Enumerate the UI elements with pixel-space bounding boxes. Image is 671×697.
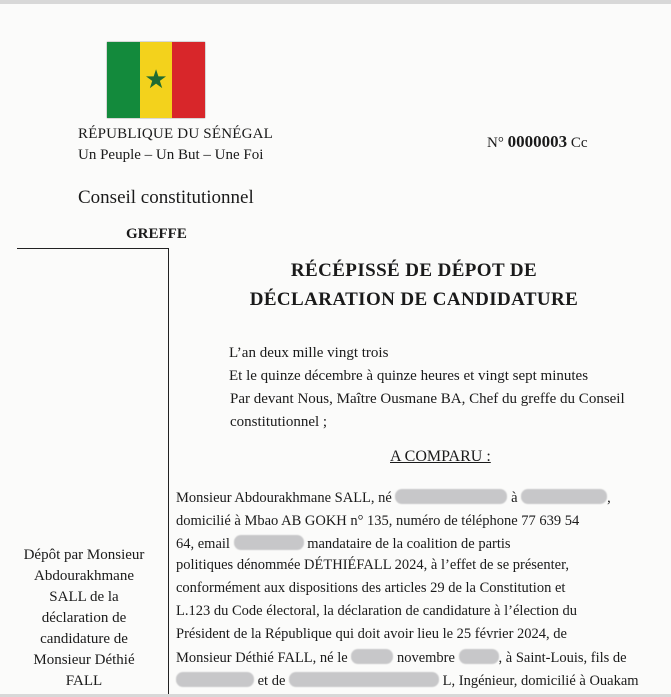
receipt-number xyxy=(487,132,588,152)
body-line-5: conformément aux dispositions des articles 29 de la Constitution et xyxy=(176,580,566,596)
redacted-birthyear xyxy=(459,649,499,664)
redacted-birthday xyxy=(351,649,393,664)
body-text: à xyxy=(511,490,518,506)
margin-note xyxy=(0,545,168,692)
margin-note-line: SALL de la xyxy=(49,589,119,605)
redacted-email xyxy=(234,535,304,550)
margin-note-line: candidature de xyxy=(40,631,128,647)
body-text: , xyxy=(607,490,611,506)
body-line-4: politiques dénommée DÉTHIÉFALL 2024, à l’effet de se présenter, xyxy=(176,557,569,573)
margin-note-line: Dépôt par Monsieur xyxy=(23,547,145,563)
body-text: novembre xyxy=(396,650,455,666)
council-name: Conseil constitutionnel xyxy=(78,187,254,208)
flag-band-green xyxy=(107,42,140,118)
document-title-line-2: DÉCLARATION DE CANDIDATURE xyxy=(249,289,579,310)
body-line-2: domicilié à Mbao AB GOKH n° 135, numéro de téléphone 77 639 54 xyxy=(176,513,580,529)
flag-band-red xyxy=(172,42,205,118)
number-suffix: Cc xyxy=(570,135,588,151)
document-title-line-1: RÉCÉPISSÉ DE DÉPOT DE xyxy=(290,260,538,281)
body-line-9 xyxy=(176,672,663,690)
margin-note-line: Monsieur Déthié xyxy=(33,652,135,668)
margin-note-line: déclaration de xyxy=(41,610,127,626)
body-line-3 xyxy=(176,535,663,553)
body-text: mandataire de la coalition de partis xyxy=(307,536,511,552)
body-text: Monsieur Abdourakhmane SALL, né xyxy=(176,490,392,506)
body-line-7: Président de la République qui doit avoir lieu le 25 février 2024, de xyxy=(176,626,567,642)
redacted-mother-name xyxy=(289,672,439,687)
senegal-flag xyxy=(107,42,205,118)
body-line-6: L.123 du Code électoral, la déclaration de candidature à l’élection du xyxy=(176,603,577,619)
republic-heading: RÉPUBLIQUE DU SÉNÉGAL xyxy=(78,126,274,142)
body-line-8 xyxy=(176,649,663,667)
body-line-1 xyxy=(176,489,663,507)
registry-label: GREFFE xyxy=(126,226,187,242)
margin-note-line: FALL xyxy=(65,673,103,689)
star-icon: ★ xyxy=(144,65,168,94)
intro-line-council: constitutionnel ; xyxy=(230,414,328,430)
redacted-birthdate xyxy=(395,489,507,504)
redacted-birthplace xyxy=(521,489,607,504)
intro-line-date: Et le quinze décembre à quinze heures et vingt sept minutes xyxy=(229,368,589,384)
national-motto: Un Peuple – Un But – Une Foi xyxy=(78,147,264,163)
number-prefix: N° xyxy=(487,135,504,151)
intro-line-officer: Par devant Nous, Maître Ousmane BA, Chef du greffe du Conseil xyxy=(230,391,625,407)
body-text: Monsieur Déthié FALL, né le xyxy=(176,650,348,666)
margin-note-line: Abdourakhmane xyxy=(34,568,134,584)
redacted-father-name xyxy=(176,672,254,687)
body-text: L, Ingénieur, domicilié à Ouakam xyxy=(442,673,639,689)
document-page xyxy=(0,4,671,694)
body-text: et de xyxy=(257,673,286,689)
body-text: 64, email xyxy=(176,536,230,552)
intro-line-year: L’an deux mille vingt trois xyxy=(229,345,389,361)
comparu-heading: A COMPARU : xyxy=(390,448,491,465)
number-value: 0000003 xyxy=(507,132,568,151)
body-text: , à Saint-Louis, fils de xyxy=(498,650,627,666)
